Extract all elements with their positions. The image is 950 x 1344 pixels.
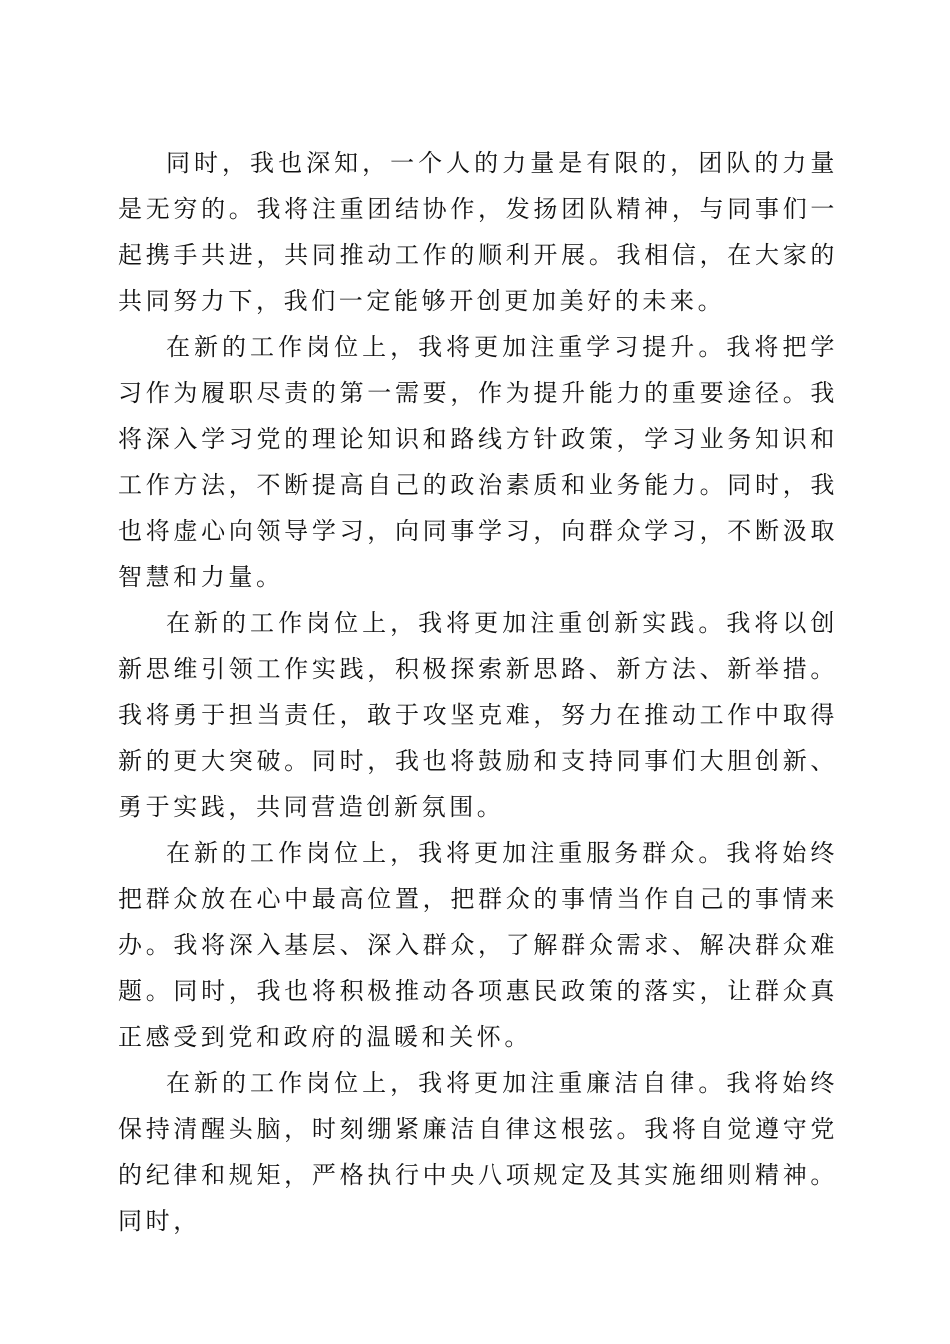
paragraph-serving-people: 在新的工作岗位上，我将更加注重服务群众。我将始终把群众放在心中最高位置，把群众的事情当作自己的事情来办。我将深入基层、深入群众，了解群众需求、解决群众难题。同时，我也将积极推动各项惠民政策的落实，让群众真正感受到党和政府的温暖和关怀。: [118, 839, 838, 1051]
paragraph-learning: 在新的工作岗位上，我将更加注重学习提升。我将把学习作为履职尽责的第一需要，作为提升能力的重要途径。我将深入学习党的理论知识和路线方针政策，学习业务知识和工作方法，不断提高自己的政治素质和业务能力。同时，我也将虚心向领导学习，向同事学习，向群众学习，不断汲取智慧和力量。: [118, 333, 838, 591]
paragraph-integrity: 在新的工作岗位上，我将更加注重廉洁自律。我将始终保持清醒头脑，时刻绷紧廉洁自律这根弦。我将自觉遵守党的纪律和规矩，严格执行中央八项规定及其实施细则精神。同时，: [118, 1069, 838, 1235]
paragraph-teamwork: 同时，我也深知，一个人的力量是有限的，团队的力量是无穷的。我将注重团结协作，发扬团队精神，与同事们一起携手共进，共同推动工作的顺利开展。我相信，在大家的共同努力下，我们一定能够开创更加美好的未来。: [118, 149, 838, 315]
paragraph-innovation: 在新的工作岗位上，我将更加注重创新实践。我将以创新思维引领工作实践，积极探索新思路、新方法、新举措。我将勇于担当责任，敢于攻坚克难，努力在推动工作中取得新的更大突破。同时，我也将鼓励和支持同事们大胆创新、勇于实践，共同营造创新氛围。: [118, 609, 838, 821]
document-body: [118, 140, 838, 1244]
